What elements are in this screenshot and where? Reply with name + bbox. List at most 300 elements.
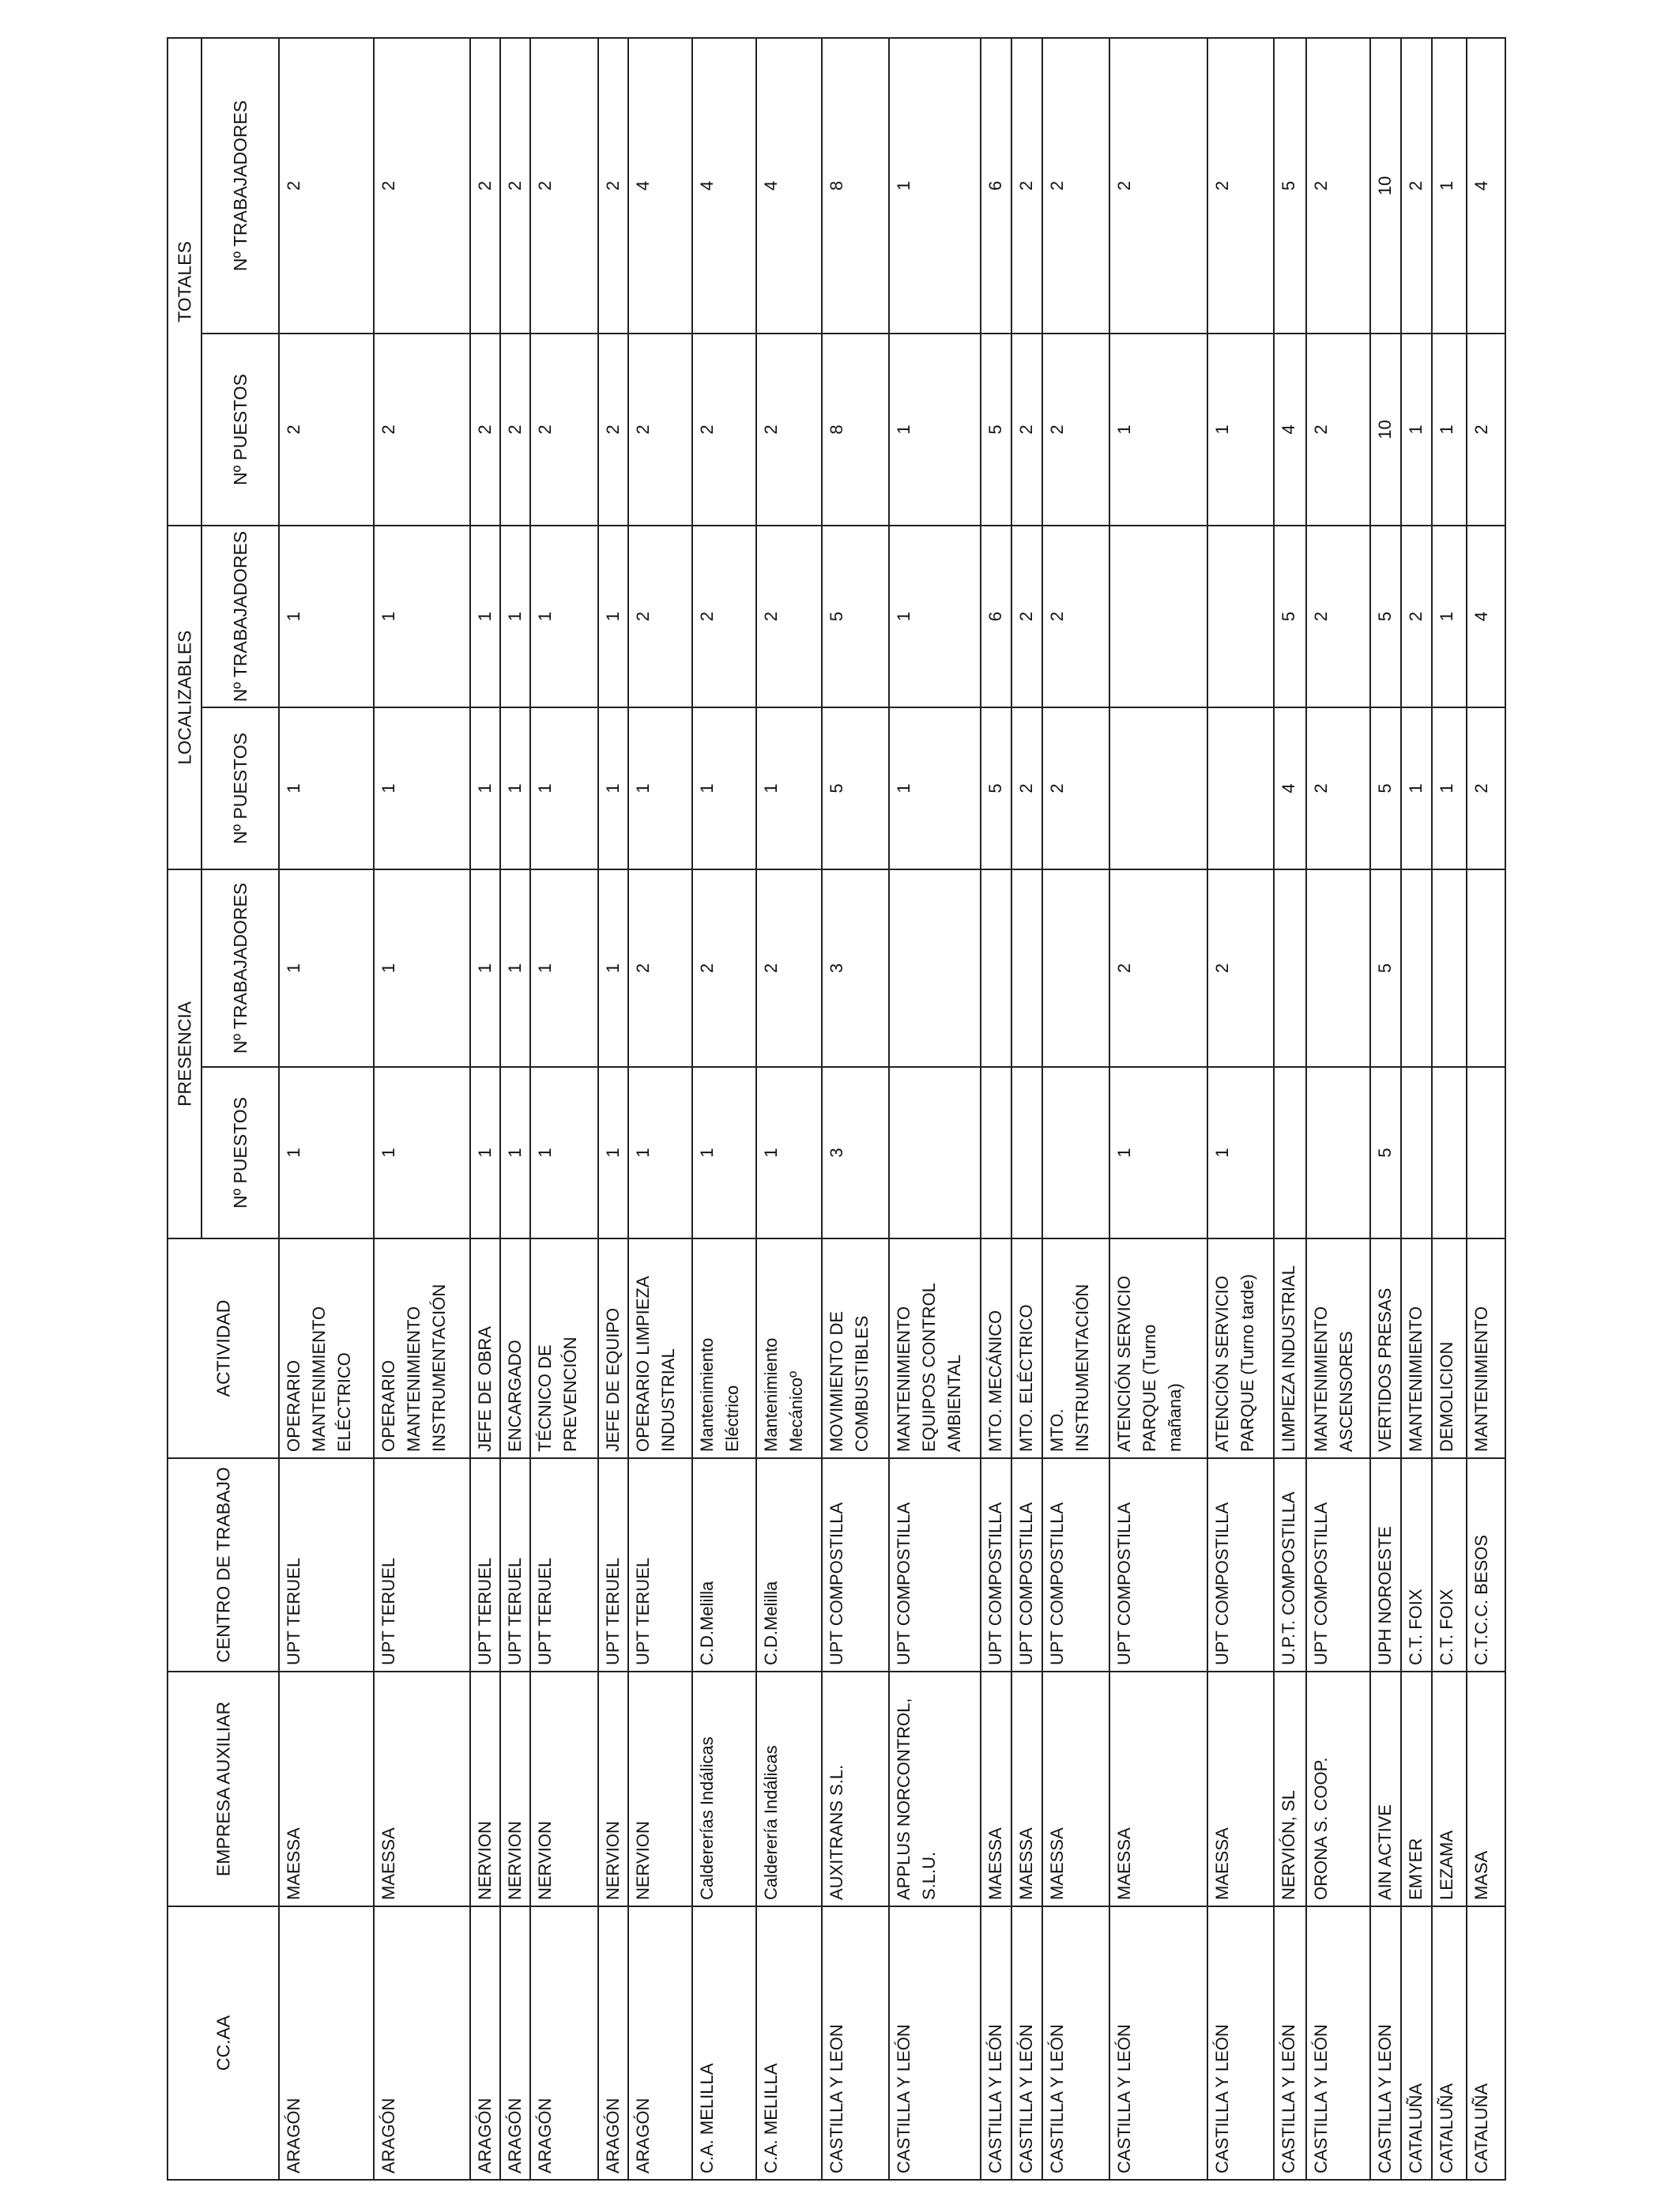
table-header — [175, 100, 251, 2071]
table-body — [284, 176, 1491, 2173]
cell-t-puestos: 2 — [603, 424, 623, 435]
cell-actividad-line: OPERARIO — [284, 1359, 303, 1452]
cell-centro — [1471, 1535, 1491, 1665]
cell-empresa — [1311, 1757, 1331, 1900]
cell-centro-line: U.P.T. COMPOSTILLA — [1279, 1491, 1298, 1665]
cell-t-trab: 2 — [1047, 180, 1067, 191]
cell-ccaa-line: CASTILLA Y LEÓN — [1114, 2024, 1134, 2173]
cell-actividad — [379, 1284, 449, 1452]
cell-ccaa — [603, 2098, 623, 2173]
cell-centro — [1047, 1502, 1067, 1665]
cell-actividad-line: MANTENIMIENTO — [1311, 1306, 1331, 1452]
cell-empresa — [1279, 1790, 1298, 1900]
cell-t-trab: 2 — [505, 180, 525, 191]
cell-empresa — [761, 1745, 781, 1900]
cell-l-puestos: 1 — [894, 783, 913, 794]
cell-empresa — [633, 1821, 653, 1900]
cell-ccaa-line: ARAGÓN — [535, 2098, 555, 2173]
cell-t-trab: 8 — [827, 180, 846, 191]
cell-actividad — [505, 1340, 525, 1452]
cell-p-puestos: 1 — [633, 1148, 653, 1158]
cell-empresa-line: ORONA S. COOP. — [1311, 1757, 1331, 1900]
cell-p-trab: 1 — [603, 963, 623, 974]
cell-actividad — [894, 1283, 964, 1452]
cell-actividad — [1311, 1306, 1356, 1452]
cell-empresa-line: Calderería Indálicas — [761, 1745, 781, 1900]
cell-centro — [1016, 1502, 1036, 1665]
cell-t-puestos: 2 — [633, 424, 653, 435]
cell-empresa — [284, 1827, 303, 1900]
cell-l-trab: 1 — [284, 611, 303, 622]
cell-t-trab: 4 — [697, 180, 717, 191]
cell-p-trab: 1 — [505, 963, 525, 974]
cell-l-trab: 1 — [603, 611, 623, 622]
cell-centro-line: UPT TERUEL — [633, 1557, 653, 1665]
cell-actividad — [1279, 1265, 1298, 1452]
cell-t-puestos: 4 — [1279, 424, 1298, 435]
cell-t-trab: 5 — [1279, 180, 1298, 191]
cell-empresa-line: EMYER — [1406, 1838, 1426, 1900]
cell-p-puestos: 1 — [697, 1148, 717, 1158]
cell-l-puestos: 2 — [1047, 783, 1067, 794]
cell-actividad-line: INSTRUMENTACIÓN — [1072, 1284, 1092, 1452]
cell-empresa-line: NERVION — [633, 1821, 653, 1900]
cell-p-trab: 3 — [827, 963, 846, 974]
cell-actividad-line: PARQUE (Turno — [1139, 1324, 1159, 1452]
cell-t-puestos: 1 — [1114, 424, 1134, 435]
cell-t-puestos: 10 — [1375, 420, 1395, 439]
cell-ccaa — [761, 2063, 781, 2173]
cell-actividad-line: Mantenimiento — [761, 1337, 781, 1452]
header-n-trabajadores: Nº TRABAJADORES — [230, 530, 250, 703]
cell-centro-line: C.D.Melilla — [761, 1581, 781, 1665]
cell-centro-line: UPT COMPOSTILLA — [1311, 1502, 1331, 1665]
cell-p-trab: 1 — [284, 963, 303, 974]
header-empresa: EMPRESA AUXILIAR — [213, 1701, 234, 1877]
cell-t-trab: 2 — [1406, 180, 1426, 191]
cell-p-trab: 1 — [535, 963, 555, 974]
cell-l-trab: 4 — [1471, 611, 1491, 622]
cell-l-trab: 6 — [985, 611, 1005, 622]
cell-l-puestos: 1 — [603, 783, 623, 794]
cell-actividad-line: MANTENIMIENTO — [309, 1306, 329, 1452]
cell-actividad — [1471, 1306, 1491, 1452]
cell-ccaa-line: CATALUÑA — [1406, 2083, 1426, 2173]
cell-t-puestos: 1 — [1406, 424, 1426, 435]
cell-t-puestos: 2 — [379, 424, 398, 435]
cell-ccaa-line: CASTILLA Y LEÓN — [1311, 2024, 1331, 2173]
cell-empresa — [894, 1698, 939, 1901]
cell-actividad-line: ATENCIÓN SERVICIO — [1212, 1276, 1232, 1452]
cell-t-puestos: 2 — [1016, 424, 1036, 435]
header-n-puestos: Nº PUESTOS — [230, 733, 250, 844]
cell-actividad-line: ENCARGADO — [505, 1340, 525, 1452]
cell-ccaa — [475, 2098, 495, 2173]
header-actividad: ACTIVIDAD — [213, 1299, 234, 1397]
cell-l-trab: 1 — [535, 611, 555, 622]
cell-actividad-line: OPERARIO LIMPIEZA — [633, 1276, 653, 1452]
cell-ccaa — [985, 2024, 1005, 2173]
cell-t-puestos: 8 — [827, 424, 846, 435]
cell-centro — [761, 1581, 781, 1665]
cell-ccaa — [1437, 2083, 1456, 2173]
cell-actividad-line: ASCENSORES — [1336, 1331, 1356, 1452]
cell-actividad-line: MTO. MECÁNICO — [985, 1310, 1005, 1452]
cell-t-trab: 4 — [633, 180, 653, 191]
cell-ccaa-line: C.A. MELILLA — [761, 2063, 781, 2173]
cell-t-puestos: 1 — [1437, 424, 1456, 435]
cell-actividad-line: AMBIENTAL — [944, 1354, 964, 1452]
cell-t-trab: 2 — [603, 180, 623, 191]
cell-centro — [1279, 1491, 1298, 1665]
cell-actividad — [985, 1310, 1005, 1452]
cell-t-puestos: 2 — [761, 424, 781, 435]
cell-l-trab: 5 — [1279, 611, 1298, 622]
cell-actividad-line: Mecánicoº — [786, 1370, 806, 1452]
cell-actividad-line: Eléctrico — [722, 1385, 742, 1452]
cell-ccaa — [505, 2098, 525, 2173]
cell-actividad — [1114, 1276, 1185, 1452]
cell-centro — [1114, 1502, 1134, 1665]
cell-p-puestos: 1 — [475, 1148, 495, 1158]
cell-t-puestos: 2 — [475, 424, 495, 435]
cell-empresa — [1471, 1850, 1491, 1900]
cell-centro-line: UPT TERUEL — [284, 1557, 303, 1665]
cell-empresa — [1212, 1827, 1232, 1900]
cell-centro-line: UPT TERUEL — [603, 1557, 623, 1665]
cell-t-trab: 2 — [284, 180, 303, 191]
cell-empresa-line: MAESSA — [1212, 1827, 1232, 1900]
cell-centro-line: C.D.Melilla — [697, 1581, 717, 1665]
cell-actividad-line: JEFE DE EQUIPO — [603, 1307, 623, 1452]
cell-l-trab: 5 — [827, 611, 846, 622]
cell-t-trab: 2 — [379, 180, 398, 191]
cell-ccaa-line: CATALUÑA — [1437, 2083, 1456, 2173]
cell-centro — [1311, 1502, 1331, 1665]
cell-p-trab: 1 — [475, 963, 495, 974]
cell-actividad — [475, 1326, 495, 1452]
cell-actividad — [1406, 1306, 1426, 1452]
cell-ccaa — [697, 2063, 717, 2173]
cell-p-puestos: 3 — [827, 1148, 846, 1158]
cell-t-puestos: 2 — [535, 424, 555, 435]
cell-l-trab: 2 — [1047, 611, 1067, 622]
cell-ccaa-line: CASTILLA Y LEON — [1375, 2024, 1395, 2173]
cell-empresa-line: NERVION — [475, 1821, 495, 1900]
cell-centro — [1375, 1526, 1395, 1665]
cell-centro-line: C.T. FOIX — [1437, 1589, 1456, 1665]
cell-actividad-line: Mantenimiento — [697, 1337, 717, 1452]
cell-empresa-line: NERVION — [505, 1821, 525, 1900]
cell-t-trab: 2 — [1114, 180, 1134, 191]
cell-t-puestos: 2 — [284, 424, 303, 435]
cell-p-puestos: 1 — [284, 1148, 303, 1158]
cell-actividad — [1375, 1288, 1395, 1452]
cell-actividad-line: TÉCNICO DE — [535, 1344, 555, 1452]
cell-l-trab: 1 — [505, 611, 525, 622]
cell-ccaa-line: CASTILLA Y LEÓN — [894, 2024, 913, 2173]
cell-actividad-line: MTO. ELÉCTRICO — [1016, 1304, 1036, 1452]
cell-t-trab: 2 — [1311, 180, 1331, 191]
cell-actividad-line: PARQUE (Turno tarde) — [1237, 1274, 1257, 1452]
cell-actividad-line: ATENCIÓN SERVICIO — [1114, 1276, 1134, 1452]
cell-l-puestos: 1 — [284, 783, 303, 794]
cell-t-trab: 10 — [1375, 175, 1395, 196]
header-localizables: LOCALIZABLES — [174, 630, 195, 765]
cell-l-puestos: 5 — [985, 783, 1005, 794]
cell-centro-line: UPT COMPOSTILLA — [827, 1502, 846, 1665]
cell-empresa-line: NERVIÓN, SL — [1279, 1790, 1298, 1900]
cell-actividad — [1016, 1304, 1036, 1452]
cell-empresa — [827, 1765, 846, 1900]
header-n-puestos: Nº PUESTOS — [230, 374, 250, 485]
header-ccaa: CC.AA — [213, 2015, 234, 2071]
cell-actividad — [761, 1338, 806, 1452]
cell-l-trab: 1 — [894, 611, 913, 622]
cell-actividad — [827, 1311, 872, 1452]
cell-centro-line: UPT TERUEL — [535, 1557, 555, 1665]
cell-t-puestos: 2 — [1311, 424, 1331, 435]
cell-ccaa-line: ARAGÓN — [284, 2098, 303, 2173]
cell-ccaa — [894, 2024, 913, 2173]
cell-actividad — [1047, 1284, 1092, 1452]
cell-actividad-line: PREVENCIÓN — [560, 1336, 580, 1452]
cell-actividad-line: COMBUSTIBLES — [852, 1315, 872, 1452]
cell-ccaa-line: CASTILLA Y LEÓN — [1047, 2024, 1067, 2173]
cell-empresa-line: MAESSA — [1047, 1827, 1067, 1900]
cell-ccaa — [1212, 2024, 1232, 2173]
cell-ccaa — [827, 2024, 846, 2173]
cell-empresa — [697, 1736, 717, 1900]
cell-ccaa — [379, 2098, 398, 2173]
cell-centro — [379, 1558, 398, 1665]
cell-centro-line: C.T. FOIX — [1406, 1589, 1426, 1665]
cell-actividad-line: mañana) — [1165, 1383, 1185, 1452]
cell-t-puestos: 1 — [894, 424, 913, 435]
cell-centro-line: UPT COMPOSTILLA — [894, 1502, 913, 1665]
cell-ccaa — [535, 2098, 555, 2173]
cell-p-trab: 2 — [633, 963, 653, 974]
cell-t-puestos: 2 — [1047, 424, 1067, 435]
cell-centro-line: C.T.C.C. BESOS — [1471, 1534, 1491, 1665]
cell-actividad-line: MANTENIMIENTO — [1471, 1306, 1491, 1452]
cell-empresa-line: APPLUS NORCONTROL, — [894, 1698, 913, 1900]
cell-t-puestos: 2 — [697, 424, 717, 435]
cell-actividad-line: OPERARIO — [379, 1359, 398, 1452]
cell-centro — [894, 1502, 913, 1665]
cell-ccaa — [1471, 2083, 1491, 2173]
cell-ccaa-line: CASTILLA Y LEÓN — [1016, 2024, 1036, 2173]
cell-p-puestos: 1 — [379, 1148, 398, 1158]
cell-l-trab: 2 — [761, 611, 781, 622]
cell-p-trab: 2 — [1114, 963, 1134, 974]
cell-centro — [985, 1502, 1005, 1665]
cell-empresa-line: AUXITRANS S.L. — [827, 1764, 846, 1900]
cell-empresa-line: MASA — [1471, 1850, 1491, 1900]
cell-actividad — [1437, 1342, 1456, 1452]
cell-l-trab: 2 — [1016, 611, 1036, 622]
header-totales: TOTALES — [174, 241, 195, 322]
cell-centro — [827, 1502, 846, 1665]
cell-empresa — [603, 1821, 623, 1900]
cell-actividad-line: MANTENIMIENTO — [404, 1306, 424, 1452]
cell-empresa — [985, 1827, 1005, 1900]
cell-l-trab: 2 — [1311, 611, 1331, 622]
cell-l-puestos: 1 — [1406, 783, 1426, 794]
cell-centro — [505, 1558, 525, 1665]
cell-l-puestos: 1 — [475, 783, 495, 794]
cell-p-trab: 2 — [1212, 963, 1232, 974]
cell-empresa — [1047, 1827, 1067, 1900]
cell-ccaa — [633, 2098, 653, 2173]
cell-actividad — [1212, 1274, 1257, 1452]
cell-l-trab: 2 — [697, 611, 717, 622]
cell-empresa-line: MAESSA — [1016, 1827, 1036, 1900]
cell-p-puestos: 1 — [603, 1148, 623, 1158]
cell-centro — [1406, 1589, 1426, 1665]
cell-empresa-line: MAESSA — [985, 1827, 1005, 1900]
cell-actividad-line: DEMOLICION — [1437, 1341, 1456, 1452]
cell-l-trab: 1 — [1437, 611, 1456, 622]
cell-ccaa-line: ARAGÓN — [379, 2098, 398, 2173]
cell-t-puestos: 2 — [1471, 424, 1491, 435]
cell-actividad — [633, 1276, 678, 1452]
cell-ccaa — [1016, 2024, 1036, 2173]
cell-ccaa — [1279, 2024, 1298, 2173]
cell-t-trab: 2 — [1016, 180, 1036, 191]
cell-p-trab: 1 — [379, 963, 398, 974]
cell-actividad — [535, 1337, 580, 1452]
cell-actividad-line: INDUSTRIAL — [658, 1348, 678, 1452]
cell-ccaa — [1311, 2024, 1331, 2173]
cell-t-trab: 2 — [535, 180, 555, 191]
header-n-puestos: Nº PUESTOS — [230, 1097, 250, 1208]
cell-t-puestos: 5 — [985, 424, 1005, 435]
cell-centro-line: UPT COMPOSTILLA — [985, 1502, 1005, 1665]
cell-empresa-line: NERVION — [535, 1821, 555, 1900]
cell-actividad-line: EQUIPOS CONTROL — [919, 1283, 939, 1452]
cell-centro — [1437, 1589, 1456, 1665]
cell-centro — [1212, 1502, 1232, 1665]
cell-t-trab: 2 — [475, 180, 495, 191]
cell-ccaa — [1375, 2024, 1395, 2173]
cell-actividad-line: ELÉCTRICO — [334, 1352, 354, 1452]
cell-centro — [535, 1558, 555, 1665]
cell-t-trab: 1 — [1437, 180, 1456, 191]
cell-centro — [697, 1581, 717, 1665]
cell-t-puestos: 2 — [505, 424, 525, 435]
cell-l-puestos: 5 — [1375, 783, 1395, 794]
cell-centro-line: UPT COMPOSTILLA — [1047, 1502, 1067, 1665]
cell-empresa — [505, 1821, 525, 1900]
cell-empresa — [1375, 1804, 1395, 1900]
cell-actividad-line: MANTENIMIENTO — [894, 1306, 913, 1452]
cell-centro-line: UPT TERUEL — [379, 1557, 398, 1665]
cell-ccaa-line: CATALUÑA — [1471, 2083, 1491, 2173]
cell-p-trab: 2 — [697, 963, 717, 974]
cell-ccaa-line: CASTILLA Y LEÓN — [1212, 2024, 1232, 2173]
cell-l-trab: 1 — [475, 611, 495, 622]
cell-actividad-line: MANTENIMIENTO — [1406, 1306, 1426, 1452]
cell-l-puestos: 1 — [1437, 783, 1456, 794]
cell-t-trab: 1 — [894, 180, 913, 191]
cell-empresa — [1016, 1827, 1036, 1900]
cell-ccaa — [284, 2098, 303, 2173]
cell-l-puestos: 4 — [1279, 783, 1298, 794]
cell-centro-line: UPT COMPOSTILLA — [1212, 1502, 1232, 1665]
cell-l-puestos: 1 — [697, 783, 717, 794]
cell-empresa — [379, 1827, 398, 1900]
cell-l-trab: 5 — [1375, 611, 1395, 622]
cell-empresa — [1406, 1838, 1426, 1900]
cell-actividad — [603, 1308, 623, 1452]
cell-actividad-line: MTO. — [1047, 1408, 1067, 1452]
cell-empresa — [475, 1821, 495, 1900]
cell-empresa-line: LEZAMA — [1437, 1830, 1456, 1900]
cell-p-puestos: 1 — [1114, 1148, 1134, 1158]
cell-centro — [284, 1558, 303, 1665]
cell-l-trab: 1 — [379, 611, 398, 622]
cell-ccaa-line: C.A. MELILLA — [697, 2063, 717, 2173]
cell-empresa-line: Caldererías Indálicas — [697, 1736, 717, 1900]
cell-ccaa — [1114, 2024, 1134, 2173]
cell-actividad-line: LIMPIEZA INDUSTRIAL — [1279, 1265, 1298, 1452]
cell-l-puestos: 1 — [535, 783, 555, 794]
cell-empresa-line: AIN ACTIVE — [1375, 1804, 1395, 1900]
cell-empresa — [1437, 1830, 1456, 1900]
cell-t-puestos: 1 — [1212, 424, 1232, 435]
header-centro: CENTRO DE TRABAJO — [213, 1467, 234, 1663]
cell-t-trab: 6 — [985, 180, 1005, 191]
cell-l-puestos: 1 — [379, 783, 398, 794]
cell-l-puestos: 1 — [505, 783, 525, 794]
cell-ccaa-line: ARAGÓN — [505, 2098, 525, 2173]
cell-t-trab: 2 — [1212, 180, 1232, 191]
cell-l-puestos: 2 — [1016, 783, 1036, 794]
cell-ccaa-line: ARAGÓN — [475, 2098, 495, 2173]
cell-empresa-line: S.L.U. — [919, 1851, 939, 1900]
cell-centro — [603, 1558, 623, 1665]
cell-ccaa — [1406, 2083, 1426, 2173]
cell-ccaa-line: ARAGÓN — [633, 2098, 653, 2173]
cell-ccaa-line: CASTILLA Y LEÓN — [1279, 2024, 1298, 2173]
cell-l-trab: 2 — [633, 611, 653, 622]
cell-ccaa-line: CASTILLA Y LEÓN — [985, 2024, 1005, 2173]
cell-t-trab: 4 — [761, 180, 781, 191]
cell-actividad-line: MOVIMIENTO DE — [827, 1310, 846, 1452]
cell-actividad — [284, 1306, 354, 1452]
cell-l-puestos: 5 — [827, 783, 846, 794]
header-n-trabajadores: Nº TRABAJADORES — [230, 882, 250, 1054]
cell-l-puestos: 1 — [761, 783, 781, 794]
cell-p-trab: 5 — [1375, 963, 1395, 974]
cell-t-trab: 4 — [1471, 180, 1491, 191]
cell-p-puestos: 5 — [1375, 1148, 1395, 1158]
cell-centro — [475, 1558, 495, 1665]
cell-empresa — [535, 1821, 555, 1900]
cell-centro — [633, 1558, 653, 1665]
cell-p-puestos: 1 — [761, 1148, 781, 1158]
cell-l-puestos: 2 — [1311, 783, 1331, 794]
cell-p-puestos: 1 — [535, 1148, 555, 1158]
cell-centro-line: UPT COMPOSTILLA — [1114, 1502, 1134, 1665]
cell-p-puestos: 1 — [1212, 1148, 1232, 1158]
header-presencia: PRESENCIA — [174, 1001, 195, 1106]
cell-p-puestos: 1 — [505, 1148, 525, 1158]
cell-actividad-line: INSTRUMENTACIÓN — [429, 1284, 449, 1452]
cell-ccaa-line: ARAGÓN — [603, 2098, 623, 2173]
cell-ccaa-line: CASTILLA Y LEON — [827, 2024, 846, 2173]
